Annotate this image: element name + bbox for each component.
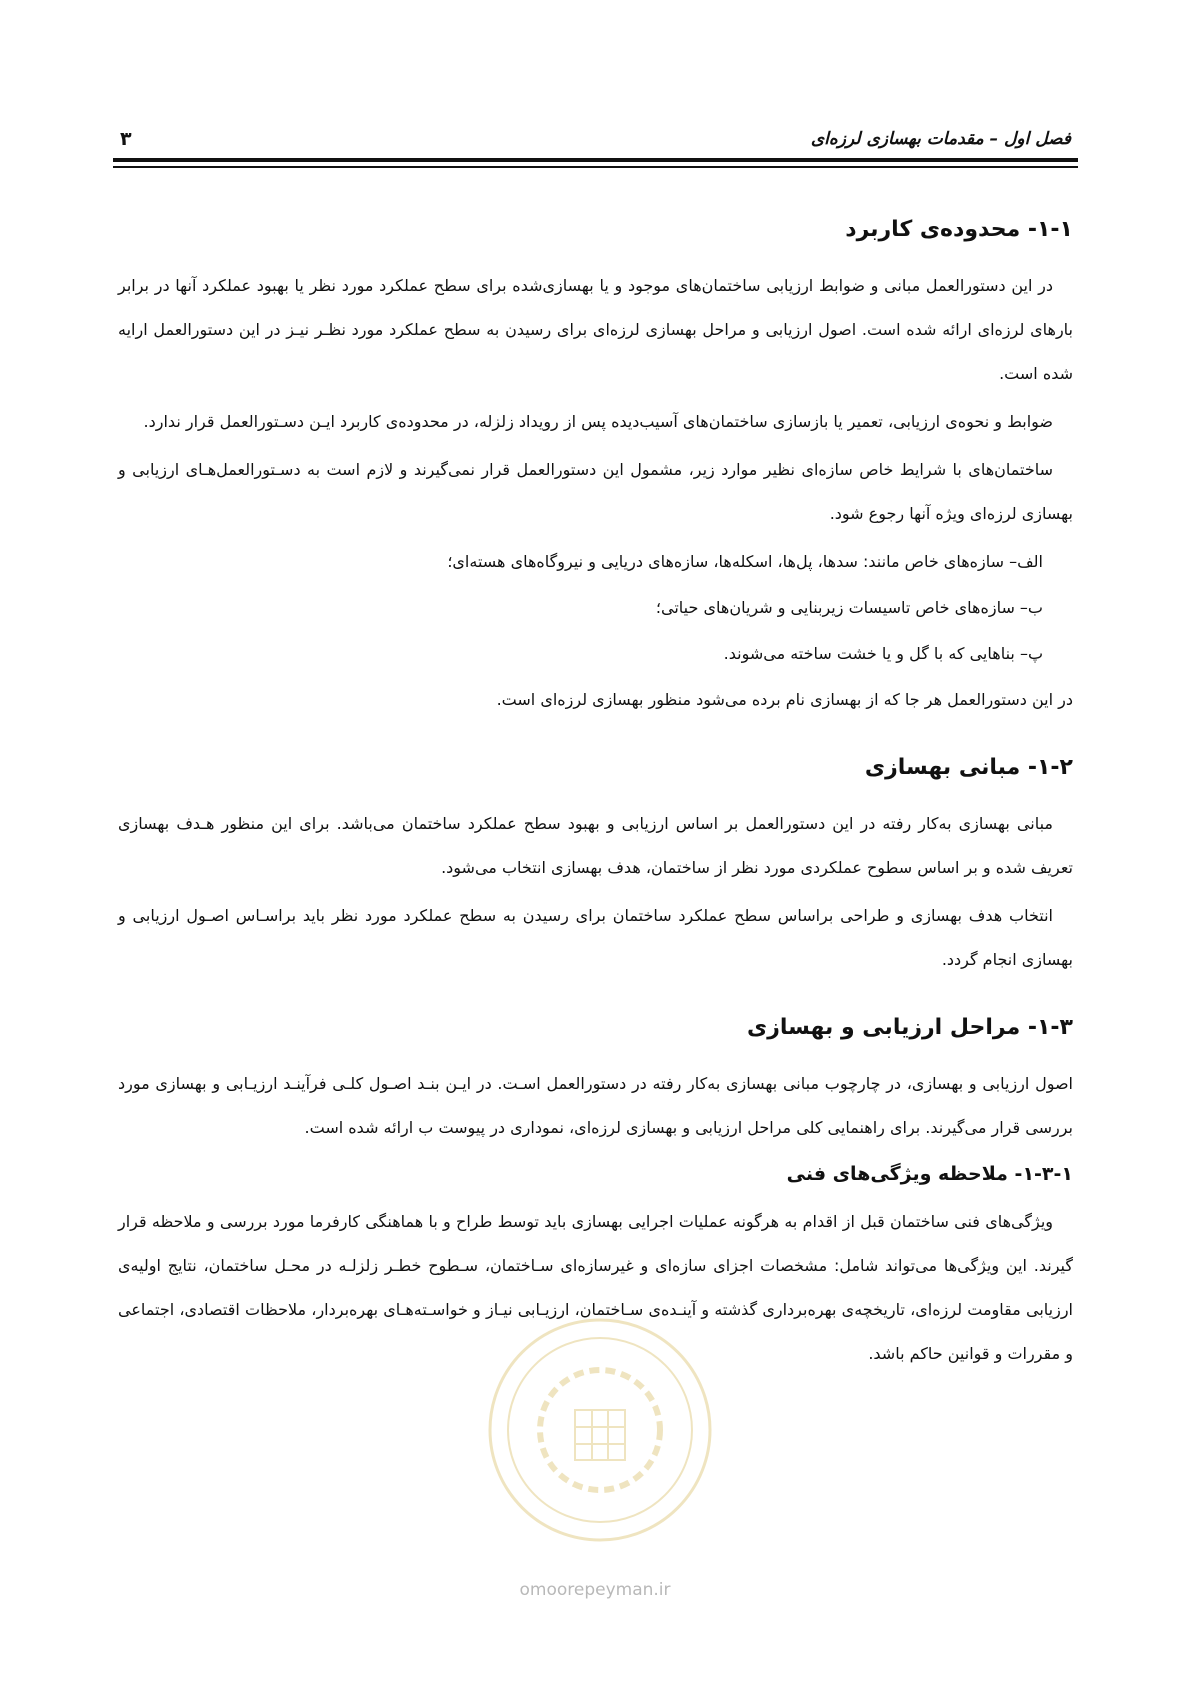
paragraph: در این دستورالعمل مبانی و ضوابط ارزیابی ساختمان‌های موجود و یا بهسازی‌شده برای سطح عملکرد مورد نظر یا بهبود عملکرد آنها در برابر بارهای لرزه‌ای ارائه شده است. اصول ارزیابی و مراحل بهسازی لرزه‌ای برای رسیدن به سطح عملکرد مورد نظـر نیـز در این دستورالعمل ارایه شده است.: [118, 276, 1073, 383]
paragraph: در این دستورالعمل هر جا که از بهسازی نام برده می‌شود منظور بهسازی لرزه‌ای است.: [496, 690, 1073, 709]
paragraph: انتخاب هدف بهسازی و طراحی براساس سطح عملکرد ساختمان برای رسیدن به سطح عملکرد مورد نظر باید براسـاس اصـول ارزیابی و بهسازی انجام گردد.: [118, 906, 1073, 969]
section-heading-stages: ۱-۳- مراحل ارزیابی و بهسازی: [747, 1015, 1073, 1040]
paragraph: اصول ارزیابی و بهسازی، در چارچوب مبانی بهسازی به‌کار رفته در دستورالعمل اسـت. در ایـن بنـد اصـول کلـی فرآینـد ارزیـابی و بهسازی مورد بررسی قرار می‌گیرند. برای راهنمایی کلی مراحل ارزیابی و بهسازی لرزه‌ای، نموداری در پیوست ب ارائه شده است.: [118, 1074, 1073, 1137]
paragraph: ضوابط و نحوه‌ی ارزیابی، تعمیر یا بازسازی ساختمان‌های آسیب‌دیده پس از رویداد زلزله، در محدوده‌ی کاربرد ایـن دسـتورالعمل قرار ندارد.: [143, 412, 1053, 431]
running-title: فصل اول – مقدمات بهسازی لرزه‌ای: [810, 129, 1071, 149]
section-heading-scope: ۱-۱- محدوده‌ی کاربرد: [845, 217, 1073, 242]
list-item: ب– سازه‌های خاص تاسیسات زیربنایی و شریان‌های حیاتی؛: [655, 598, 1043, 617]
section-stages: [118, 1008, 1073, 1376]
running-header: [120, 128, 1071, 150]
list-item: الف– سازه‌های خاص مانند: سدها، پل‌ها، اسکله‌ها، سازه‌های دریایی و نیروگاه‌های هسته‌ای؛: [447, 552, 1043, 571]
paragraph: مبانی بهسازی به‌کار رفته در این دستورالعمل بر اساس ارزیابی و بهبود سطح عملکرد ساختمان می‌باشد. برای این منظور هـدف بهسازی تعریف شده و بر اساس سطوح عملکردی مورد نظر از ساختمان، هدف بهسازی انتخاب می‌شود.: [118, 814, 1073, 877]
exclusions-list: [118, 540, 1073, 676]
subsection-heading-technical: ۱-۳-۱- ملاحظه ویژگی‌های فنی: [786, 1163, 1073, 1185]
list-item: پ– بناهایی که با گل و یا خشت ساخته می‌شوند.: [723, 644, 1043, 663]
header-rule-thick: [113, 158, 1078, 162]
section-principles: [118, 748, 1073, 982]
section-scope: [118, 210, 1073, 722]
watermark-url: omoorepeyman.ir: [519, 1580, 671, 1600]
paragraph: ویژگی‌های فنی ساختمان قبل از اقدام به هرگونه عملیات اجرایی بهسازی باید توسط طراح و با هماهنگی کارفرما مورد بررسی و ملاحظه قرار گیرند. این ویژگی‌ها می‌تواند شامل: مشخصات اجزای سازه‌ای و غیرسازه‌ای سـاختمان، سـطوح خطـر زلزلـه در محـل ساختمان، نتایج اولیه‌ی ارزیابی مقاومت لرزه‌ای، تاریخچه‌ی بهره‌برداری گذشته و آینـده‌ی سـاختمان، ارزیـابی نیـاز و خواسـته‌هـای بهره‌بردار، ملاحظات اقتصادی، اجتماعی و مقررات و قوانین حاکم باشد.: [118, 1212, 1073, 1363]
header-rule-thin: [113, 166, 1078, 168]
page-content: [118, 210, 1073, 1402]
section-heading-principles: ۱-۲- مبانی بهسازی: [864, 755, 1073, 780]
paragraph: ساختمان‌های با شرایط خاص سازه‌ای نظیر موارد زیر، مشمول این دستورالعمل قرار نمی‌گیرند و لازم است به دسـتورالعمل‌هـای ارزیابی و بهسازی لرزه‌ای ویژه آنها رجوع شود.: [118, 460, 1073, 523]
page-number: ۳: [120, 128, 132, 150]
